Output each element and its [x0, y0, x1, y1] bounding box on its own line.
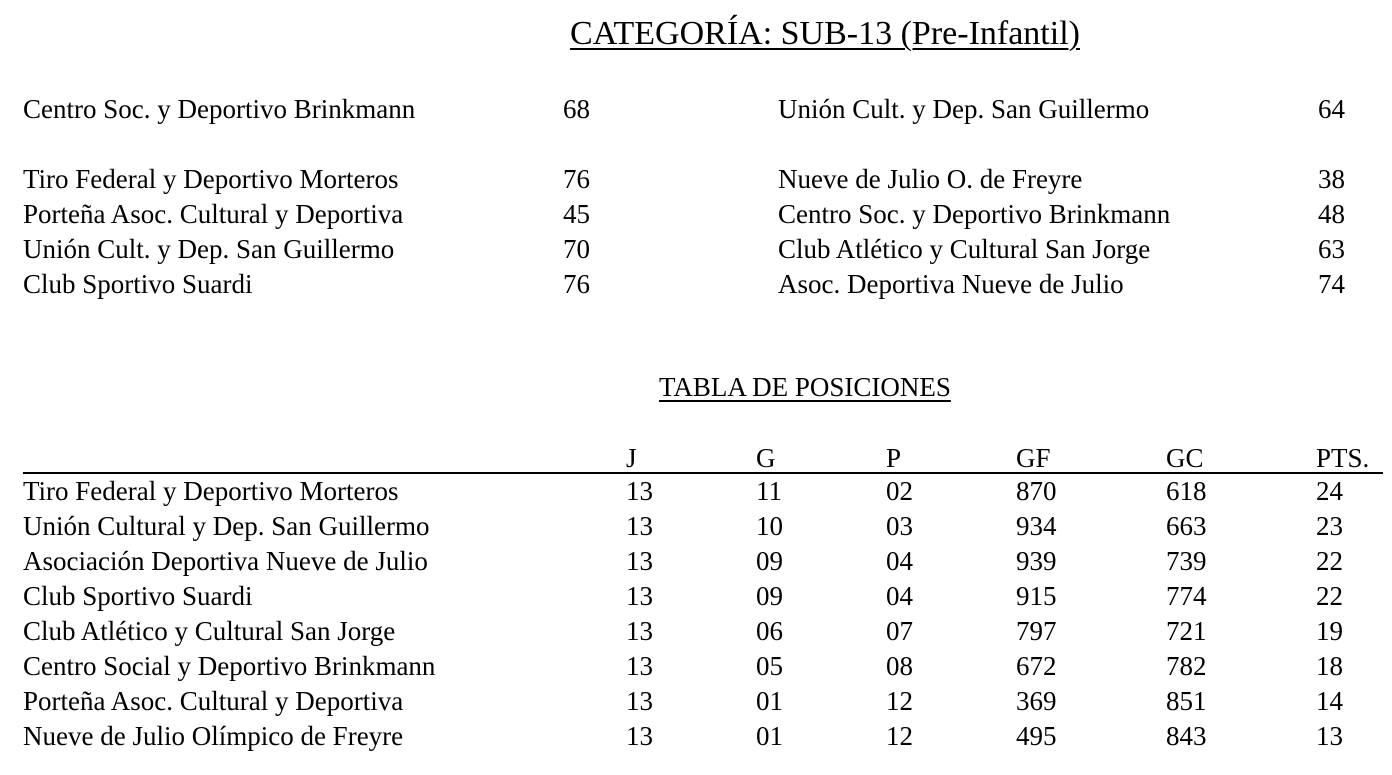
result-score: 74 — [1318, 269, 1345, 299]
cell-p: 04 — [886, 546, 913, 576]
cell-p: 07 — [886, 616, 913, 646]
cell-j: 13 — [626, 721, 653, 751]
cell-pts: 24 — [1316, 476, 1343, 506]
cell-p: 02 — [886, 476, 913, 506]
cell-gc: 618 — [1166, 476, 1207, 506]
result-score: 70 — [563, 234, 590, 264]
result-score: 76 — [563, 269, 590, 299]
result-score: 48 — [1318, 199, 1345, 229]
cell-p: 04 — [886, 581, 913, 611]
cell-j: 13 — [626, 686, 653, 716]
result-row — [23, 267, 623, 302]
cell-p: 12 — [886, 721, 913, 751]
cell-gf: 870 — [1016, 476, 1057, 506]
standings-title: TABLA DE POSICIONES — [659, 372, 951, 402]
cell-j: 13 — [626, 546, 653, 576]
result-score: 38 — [1318, 164, 1345, 194]
cell-team: Asociación Deportiva Nueve de Julio — [23, 546, 428, 576]
result-team: Club Atlético y Cultural San Jorge — [778, 234, 1151, 264]
cell-gc: 782 — [1166, 651, 1207, 681]
cell-p: 03 — [886, 511, 913, 541]
table-row — [23, 474, 1383, 509]
cell-j: 13 — [626, 651, 653, 681]
cell-gc: 843 — [1166, 721, 1207, 751]
cell-gc: 851 — [1166, 686, 1207, 716]
table-row — [23, 509, 1383, 544]
cell-g: 11 — [756, 476, 782, 506]
header-gf: GF — [1016, 443, 1051, 473]
standings-table — [23, 440, 1383, 754]
result-row — [778, 232, 1358, 267]
result-row — [778, 197, 1358, 232]
result-team: Centro Soc. y Deportivo Brinkmann — [23, 94, 416, 124]
cell-g: 06 — [756, 616, 783, 646]
cell-gc: 663 — [1166, 511, 1207, 541]
cell-j: 13 — [626, 511, 653, 541]
result-team: Nueve de Julio O. de Freyre — [778, 164, 1083, 194]
cell-gf: 797 — [1016, 616, 1057, 646]
cell-gf: 495 — [1016, 721, 1057, 751]
cell-gf: 672 — [1016, 651, 1057, 681]
cell-j: 13 — [626, 476, 653, 506]
cell-team: Tiro Federal y Deportivo Morteros — [23, 476, 399, 506]
cell-g: 05 — [756, 651, 783, 681]
cell-team: Nueve de Julio Olímpico de Freyre — [23, 721, 404, 751]
cell-team: Centro Social y Deportivo Brinkmann — [23, 651, 436, 681]
cell-gf: 915 — [1016, 581, 1057, 611]
cell-team: Unión Cultural y Dep. San Guillermo — [23, 511, 430, 541]
cell-j: 13 — [626, 616, 653, 646]
cell-pts: 19 — [1316, 616, 1343, 646]
result-score: 76 — [563, 164, 590, 194]
result-team: Centro Soc. y Deportivo Brinkmann — [778, 199, 1171, 229]
cell-gf: 369 — [1016, 686, 1057, 716]
table-row — [23, 649, 1383, 684]
result-team: Club Sportivo Suardi — [23, 269, 253, 299]
standings-body — [23, 474, 1383, 754]
header-j: J — [626, 443, 637, 473]
result-team: Porteña Asoc. Cultural y Deportiva — [23, 199, 404, 229]
header-g: G — [756, 443, 776, 473]
result-team: Tiro Federal y Deportivo Morteros — [23, 164, 399, 194]
header-p: P — [886, 443, 902, 473]
cell-team: Club Atlético y Cultural San Jorge — [23, 616, 396, 646]
result-row — [778, 162, 1358, 197]
cell-g: 09 — [756, 546, 783, 576]
cell-g: 01 — [756, 721, 783, 751]
cell-gf: 939 — [1016, 546, 1057, 576]
cell-pts: 18 — [1316, 651, 1343, 681]
cell-pts: 14 — [1316, 686, 1343, 716]
result-team: Asoc. Deportiva Nueve de Julio — [778, 269, 1124, 299]
result-row — [23, 92, 623, 127]
header-pts: PTS. — [1316, 443, 1370, 473]
results-column-left — [23, 92, 623, 302]
cell-g: 01 — [756, 686, 783, 716]
result-row — [23, 197, 623, 232]
cell-p: 08 — [886, 651, 913, 681]
cell-p: 12 — [886, 686, 913, 716]
table-row — [23, 579, 1383, 614]
cell-team: Porteña Asoc. Cultural y Deportiva — [23, 686, 404, 716]
category-title: CATEGORÍA: SUB-13 (Pre-Infantil) — [570, 15, 1080, 52]
result-team: Unión Cult. y Dep. San Guillermo — [778, 94, 1150, 124]
result-score: 45 — [563, 199, 590, 229]
cell-team: Club Sportivo Suardi — [23, 581, 253, 611]
cell-pts: 13 — [1316, 721, 1343, 751]
cell-j: 13 — [626, 581, 653, 611]
cell-g: 09 — [756, 581, 783, 611]
cell-pts: 23 — [1316, 511, 1343, 541]
cell-gc: 774 — [1166, 581, 1207, 611]
result-score: 64 — [1318, 94, 1345, 124]
table-row — [23, 544, 1383, 579]
header-gc: GC — [1166, 443, 1204, 473]
results-column-right — [778, 92, 1358, 302]
result-row — [23, 232, 623, 267]
result-row — [778, 267, 1358, 302]
table-row — [23, 719, 1383, 754]
cell-pts: 22 — [1316, 546, 1343, 576]
result-score: 63 — [1318, 234, 1345, 264]
table-row — [23, 614, 1383, 649]
result-score: 68 — [563, 94, 590, 124]
result-row — [778, 92, 1358, 127]
result-row — [23, 162, 623, 197]
cell-pts: 22 — [1316, 581, 1343, 611]
cell-gf: 934 — [1016, 511, 1057, 541]
table-row — [23, 684, 1383, 719]
cell-g: 10 — [756, 511, 783, 541]
result-team: Unión Cult. y Dep. San Guillermo — [23, 234, 395, 264]
cell-gc: 739 — [1166, 546, 1207, 576]
cell-gc: 721 — [1166, 616, 1207, 646]
standings-header — [23, 440, 1383, 474]
